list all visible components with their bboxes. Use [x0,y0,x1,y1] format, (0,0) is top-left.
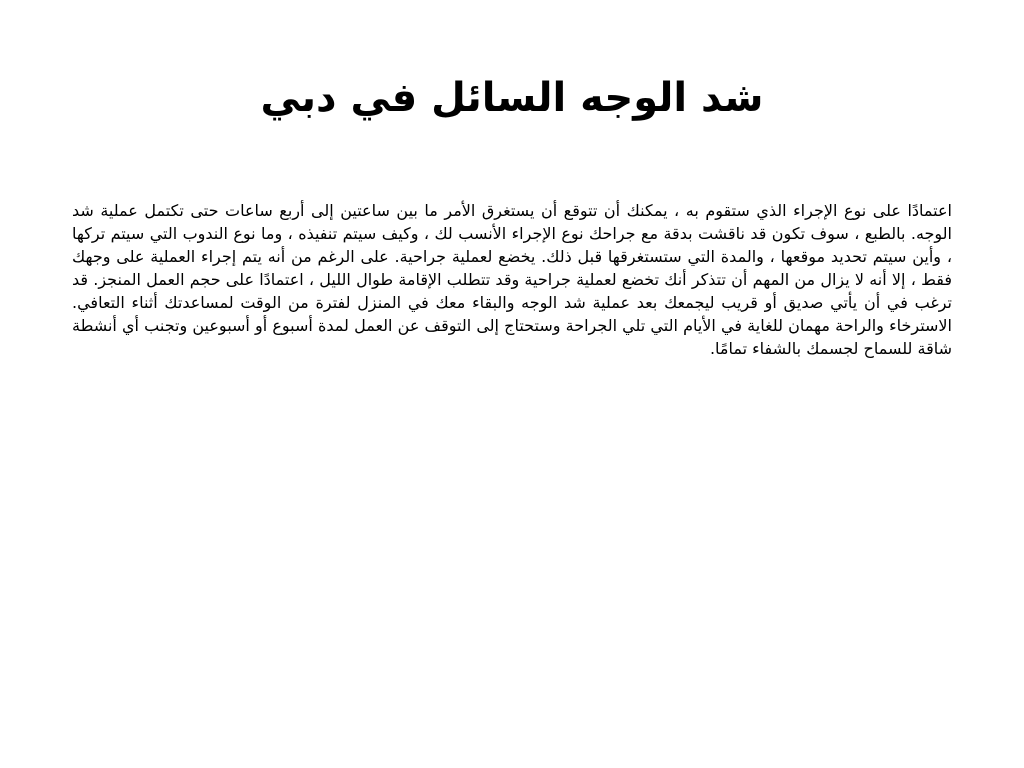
slide-title: شد الوجه السائل في دبي [260,75,764,121]
slide-body-paragraph: اعتمادًا على نوع الإجراء الذي ستقوم به ، يمكنك أن تتوقع أن يستغرق الأمر ما بين ساعتين إلى أربع ساعات حتى تكتمل عملية شد الوجه. بالطبع ، سوف تكون قد ناقشت بدقة مع جراحك نوع الإجراء الأنسب لك ، وكيف سيتم تنفيذه ، وما نوع الندوب التي سيتم تركها ، وأين سيتم تحديد موقعها ، والمدة التي ستستغرقها قبل ذلك. يخضع لعملية جراحية. على الرغم من أنه يتم إجراء العملية على وجهك فقط ، إلا أنه لا يزال من المهم أن تتذكر أنك تخضع لعملية جراحية وقد تتطلب الإقامة طوال الليل ، اعتمادًا على حجم العمل المنجز. قد ترغب في أن يأتي صديق أو قريب ليجمعك بعد عملية شد الوجه والبقاء معك في المنزل لفترة من الوقت لمساعدتك أثناء التعافي. الاسترخاء والراحة مهمان للغاية في الأيام التي تلي الجراحة وستحتاج إلى التوقف عن العمل لمدة أسبوع أو أسبوعين وتجنب أي أنشطة شاقة للسماح لجسمك بالشفاء تمامًا. [72,201,952,358]
